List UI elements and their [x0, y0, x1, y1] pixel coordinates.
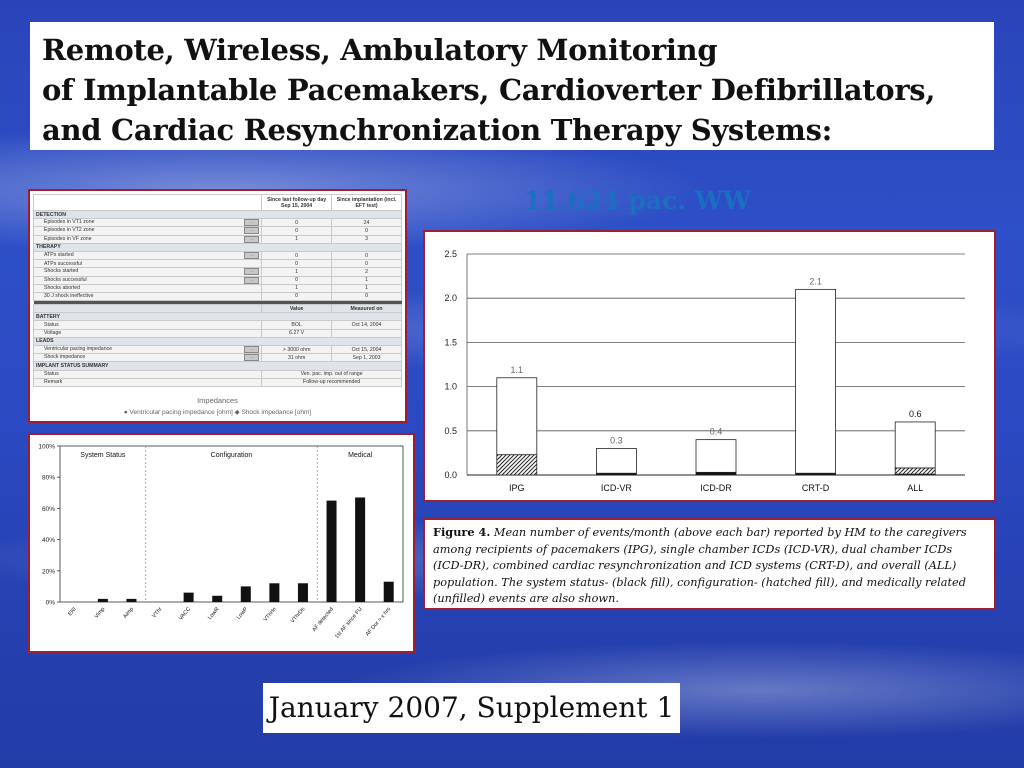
table-row: Remark Follow-up recommended: [34, 378, 402, 386]
category-bar: [355, 497, 365, 602]
x-tick-label: ICD-VR: [600, 483, 632, 493]
bar-unfilled: [596, 448, 636, 473]
category-bar: [98, 599, 108, 602]
bar-total-label: 2.1: [809, 276, 822, 287]
table-section-row: IMPLANT STATUS SUMMARY: [34, 362, 402, 370]
category-bar: [298, 583, 308, 602]
table-row: Status BOL Oct 14, 2004: [34, 321, 402, 329]
x-tick-label: ALL: [907, 483, 924, 493]
bar-unfilled: [497, 378, 537, 455]
x-tick-label: LowP: [235, 606, 250, 621]
table-row: Episodes in VF zone ⋯ 1 3: [34, 235, 402, 243]
table-row: ATPs successful 0 0: [34, 260, 402, 268]
bar-unfilled: [796, 289, 836, 473]
title-line-1: Remote, Wireless, Ambulatory Monitoring: [42, 33, 718, 67]
category-bar: [241, 586, 251, 602]
details-button[interactable]: ⋯: [244, 346, 259, 353]
y-tick-label: 20%: [41, 568, 55, 576]
table-row: Shock impedance ⋯ 31 ohm Sep 1, 2003: [34, 354, 402, 362]
y-tick-label: 2.0: [444, 293, 457, 304]
plot-frame: [60, 446, 403, 602]
table-section-row: BATTERY: [34, 313, 402, 321]
x-tick-label: LowR: [207, 606, 221, 622]
y-tick-label: 80%: [41, 474, 55, 482]
y-tick-label: 1.0: [444, 381, 457, 392]
table-section-row: THERAPY: [34, 243, 402, 251]
table-row: 30 J shock ineffective 0 0: [34, 292, 402, 300]
main-chart-panel: [423, 230, 996, 502]
bar-hatched: [497, 455, 537, 475]
caption-text: Mean number of events/month (above each bar) reported by HM to the caregivers among recipients of pacemakers (IPG), single chamber ICDs (ICD-VR), dual chamber ICDs (ICD-DR), combined cardiac resynchronization and ICD systems (CRT-D), and overall (ALL) population. The system status- (black fill), configuration- (hatched fill), and medically related (unfilled) events are also shown.: [433, 526, 967, 606]
table-section-row: DETECTION: [34, 211, 402, 219]
category-bar: [126, 599, 136, 602]
details-button[interactable]: ⋯: [244, 252, 259, 259]
details-button[interactable]: ⋯: [244, 354, 259, 361]
y-tick-label: 0.0: [444, 470, 457, 480]
x-tick-label: IPG: [509, 483, 525, 493]
impedance-legend: ● Ventricular pacing impedance [ohm] ◆ Shock impedance [ohm]: [123, 409, 312, 416]
bar-unfilled: [895, 422, 935, 468]
figure-caption: [423, 518, 996, 610]
x-tick-label: Aimp: [122, 606, 135, 620]
y-tick-label: 40%: [41, 537, 55, 545]
details-button[interactable]: ⋯: [244, 277, 259, 284]
details-button[interactable]: ⋯: [244, 227, 259, 234]
table-header-row: Since last follow-up day Sep 15, 2004 Since implantation (incl. EFT test): [34, 195, 402, 211]
x-tick-label: VACC: [177, 606, 193, 622]
group-label: Configuration: [210, 452, 253, 459]
events-per-month-chart: [425, 232, 994, 500]
category-chart-panel: [28, 433, 415, 653]
category-chart: [30, 435, 413, 651]
table-row: Episodes in VT2 zone ⋯ 0 0: [34, 227, 402, 235]
bar-total-label: 0.4: [709, 426, 723, 437]
bar-total-label: 0.3: [610, 435, 623, 446]
x-tick-label: VThr: [151, 606, 164, 620]
y-tick-label: 1.5: [444, 337, 457, 348]
x-tick-label: VThrDs: [289, 606, 307, 625]
table-row: Voltage 6.27 V: [34, 329, 402, 337]
table-subheader-row: Value Measured on: [34, 305, 402, 313]
x-tick-label: ERI: [67, 606, 78, 618]
table-row: Episodes in VT1 zone ⋯ 0 24: [34, 219, 402, 227]
bar-total-label: 0.6: [908, 408, 922, 419]
category-bar: [184, 593, 194, 602]
x-tick-label: VThrIn: [262, 606, 278, 623]
bar-total-label: 1.1: [510, 364, 524, 375]
table-row: ATPs started ⋯ 0 0: [34, 251, 402, 259]
group-label: System Status: [80, 452, 126, 459]
bar-hatched: [895, 468, 935, 474]
x-tick-label: 1st AF since FU: [334, 606, 364, 641]
x-tick-label: Vimp: [93, 606, 107, 620]
details-button[interactable]: ⋯: [244, 236, 259, 243]
y-tick-label: 60%: [41, 505, 55, 513]
x-tick-label: AF detected: [311, 606, 336, 634]
supplement-footer: January 2007, Supplement 1: [263, 683, 680, 733]
y-tick-label: 0%: [45, 599, 55, 607]
title-box: [30, 22, 994, 150]
category-bar: [384, 582, 394, 602]
y-tick-label: 0.5: [444, 425, 457, 436]
status-table-panel: [28, 189, 407, 423]
x-tick-label: ICD-DR: [700, 483, 732, 493]
category-bar: [212, 596, 222, 602]
patients-worldwide-label: 11.624 pac. WW: [524, 186, 751, 215]
title-line-2: of Implantable Pacemakers, Cardioverter Defibrillators,: [42, 73, 936, 107]
details-button[interactable]: ⋯: [244, 268, 259, 275]
y-tick-label: 2.5: [444, 249, 457, 259]
group-label: Medical: [348, 452, 373, 459]
details-button[interactable]: ⋯: [244, 219, 259, 226]
table-row: Shocks started ⋯ 1 2: [34, 268, 402, 276]
category-bar: [269, 583, 279, 602]
x-tick-label: AF Dur > x hrs: [364, 606, 393, 638]
status-table: [33, 194, 402, 387]
table-section-row: LEADS: [34, 337, 402, 345]
table-row: Shocks successful ⋯ 0 1: [34, 276, 402, 284]
impedance-chart-title: Impedances: [197, 396, 238, 405]
table-row: Ventricular pacing impedance ⋯ > 3000 ohm Oct 15, 2004: [34, 346, 402, 354]
caption-label: Figure 4.: [433, 525, 491, 539]
x-tick-label: CRT-D: [801, 483, 830, 493]
bar-unfilled: [696, 440, 736, 473]
category-bar: [327, 501, 337, 602]
table-row: Shocks aborted 1 1: [34, 284, 402, 292]
y-tick-label: 100%: [38, 443, 55, 451]
table-row: Status Ven. pac. imp. out of range: [34, 370, 402, 378]
title-line-3: and Cardiac Resynchronization Therapy Systems:: [42, 113, 833, 147]
